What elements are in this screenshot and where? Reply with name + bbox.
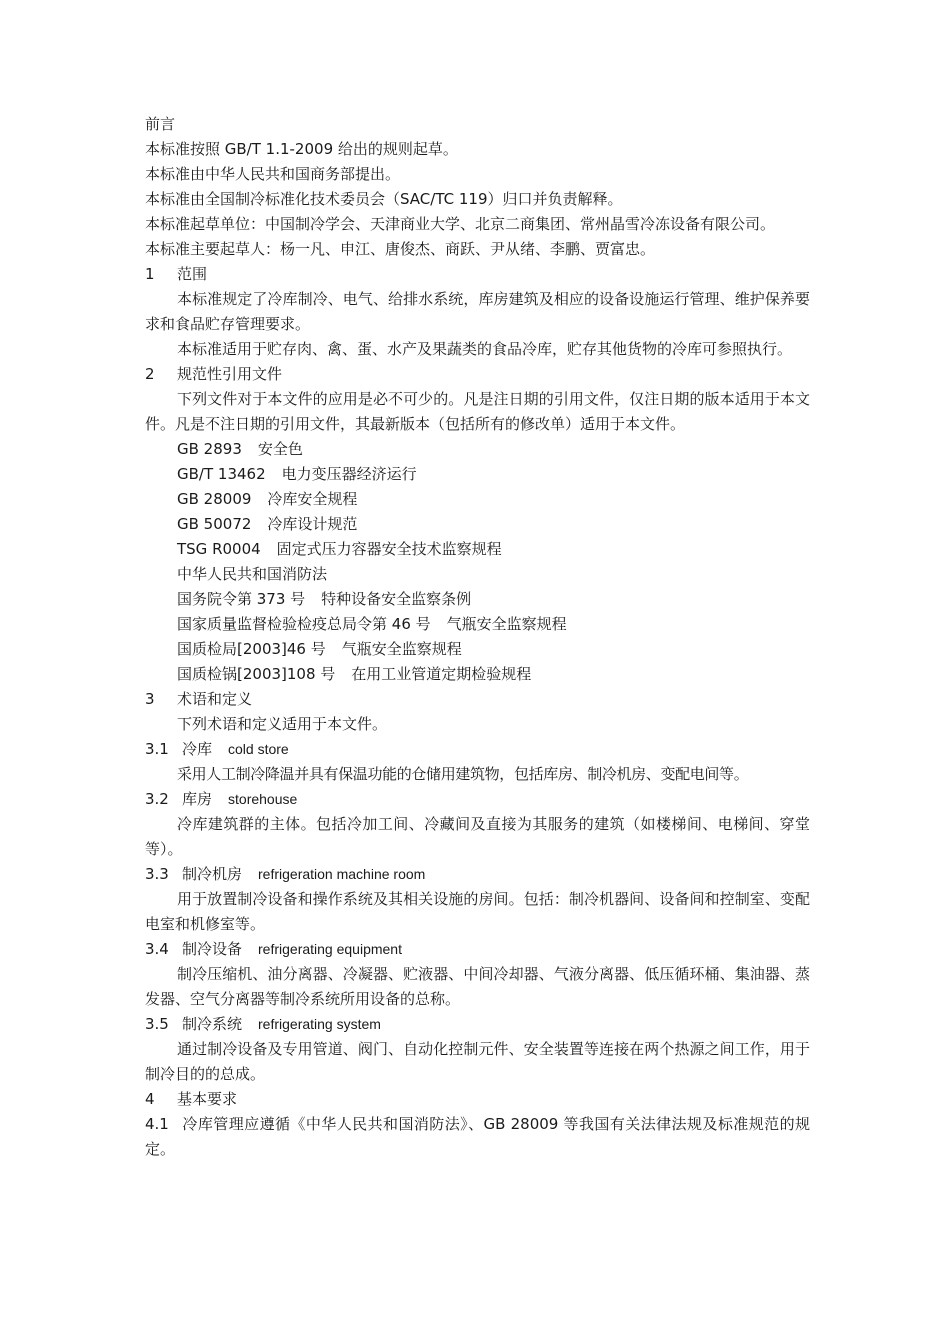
reference-item	[145, 487, 810, 512]
term-en: refrigerating system	[258, 1016, 381, 1032]
term-heading	[145, 937, 810, 962]
term-definition: 通过制冷设备及专用管道、阀门、自动化控制元件、安全装置等连接在两个热源之间工作，用于制冷目的的总成。	[145, 1040, 810, 1083]
reference-code: GB 2893	[177, 440, 242, 458]
reference-code: 国质检锅[2003]108 号	[177, 665, 336, 683]
reference-item	[145, 462, 810, 487]
clause-text: 冷库管理应遵循《中华人民共和国消防法》、GB 28009 等我国有关法律法规及标准规范的规定。	[145, 1115, 810, 1158]
term-heading	[145, 737, 810, 762]
section-title: 术语和定义	[177, 690, 253, 708]
reference-item	[145, 637, 810, 662]
reference-code: GB 28009	[177, 490, 252, 508]
clause-4-1	[145, 1112, 810, 1162]
foreword-line: 本标准起草单位：中国制冷学会、天津商业大学、北京二商集团、常州晶雪冷冻设备有限公司。	[145, 215, 776, 233]
reference-code: TSG R0004	[177, 540, 261, 558]
section-number: 3	[145, 690, 155, 708]
foreword-line: 本标准由中华人民共和国商务部提出。	[145, 165, 401, 183]
section-heading-3	[145, 687, 810, 712]
term-definition: 制冷压缩机、油分离器、冷凝器、贮液器、中间冷却器、气液分离器、低压循环桶、集油器、蒸发器、空气分离器等制冷系统所用设备的总称。	[145, 965, 810, 1008]
term-definition: 采用人工制冷降温并具有保温功能的仓储用建筑物，包括库房、制冷机房、变配电间等。	[177, 765, 749, 783]
reference-code: GB/T 13462	[177, 465, 266, 483]
reference-item	[145, 512, 810, 537]
section-heading-2	[145, 362, 810, 387]
paragraph: 本标准规定了冷库制冷、电气、给排水系统，库房建筑及相应的设备设施运行管理、维护保养要求和食品贮存管理要求。	[145, 290, 810, 333]
reference-title: 特种设备安全监察条例	[321, 590, 472, 608]
term-heading	[145, 862, 810, 887]
section-title: 范围	[177, 265, 208, 283]
reference-title: 冷库设计规范	[267, 515, 358, 533]
term-en: refrigerating equipment	[258, 941, 402, 957]
section-number: 1	[145, 265, 155, 283]
paragraph: 下列文件对于本文件的应用是必不可少的。凡是注日期的引用文件，仅注日期的版本适用于本文件。凡是不注日期的引用文件，其最新版本（包括所有的修改单）适用于本文件。	[145, 390, 810, 433]
reference-item	[145, 587, 810, 612]
term-cn: 制冷机房	[182, 865, 243, 883]
term-en: storehouse	[228, 791, 298, 807]
reference-title: 气瓶安全监察规程	[341, 640, 462, 658]
term-number: 3.1	[145, 740, 169, 758]
reference-title: 电力变压器经济运行	[281, 465, 417, 483]
foreword-line: 本标准主要起草人：杨一凡、申江、唐俊杰、商跃、尹从绪、李鹏、贾富忠。	[145, 240, 656, 258]
foreword-line: 本标准按照 GB/T 1.1-2009 给出的规则起草。	[145, 140, 458, 158]
term-number: 3.4	[145, 940, 169, 958]
term-cn: 冷库	[182, 740, 213, 758]
clause-number: 4.1	[145, 1115, 169, 1133]
foreword-line: 本标准由全国制冷标准化技术委员会（SAC/TC 119）归口并负责解释。	[145, 190, 623, 208]
term-definition: 用于放置制冷设备和操作系统及其相关设施的房间。包括：制冷机器间、设备间和控制室、变配电室和机修室等。	[145, 890, 810, 933]
term-number: 3.2	[145, 790, 169, 808]
term-definition: 冷库建筑群的主体。包括冷加工间、冷藏间及直接为其服务的建筑（如楼梯间、电梯间、穿堂等）。	[145, 815, 810, 858]
section-heading-1	[145, 262, 810, 287]
paragraph: 本标准适用于贮存肉、禽、蛋、水产及果蔬类的食品冷库，贮存其他货物的冷库可参照执行。	[177, 340, 793, 358]
term-en: cold store	[228, 741, 289, 757]
reference-item	[145, 537, 810, 562]
section-title: 基本要求	[177, 1090, 238, 1108]
reference-code: 国质检局[2003]46 号	[177, 640, 326, 658]
section-title: 规范性引用文件	[177, 365, 283, 383]
term-number: 3.5	[145, 1015, 169, 1033]
term-heading	[145, 1012, 810, 1037]
section-number: 4	[145, 1090, 155, 1108]
reference-item	[145, 612, 810, 637]
reference-item	[145, 662, 810, 687]
foreword-title: 前言	[145, 115, 176, 133]
document-page	[145, 112, 810, 1162]
reference-code: 中华人民共和国消防法	[177, 565, 328, 583]
paragraph: 下列术语和定义适用于本文件。	[177, 715, 388, 733]
reference-code: 国家质量监督检验检疫总局令第 46 号	[177, 615, 431, 633]
reference-title: 安全色	[257, 440, 303, 458]
term-cn: 制冷设备	[182, 940, 243, 958]
reference-item	[145, 562, 810, 587]
section-number: 2	[145, 365, 155, 383]
term-cn: 库房	[182, 790, 213, 808]
term-heading	[145, 787, 810, 812]
reference-title: 气瓶安全监察规程	[446, 615, 567, 633]
reference-title: 在用工业管道定期检验规程	[351, 665, 532, 683]
term-number: 3.3	[145, 865, 169, 883]
term-cn: 制冷系统	[182, 1015, 243, 1033]
section-heading-4	[145, 1087, 810, 1112]
term-en: refrigeration machine room	[258, 866, 426, 882]
reference-code: GB 50072	[177, 515, 252, 533]
reference-item	[145, 437, 810, 462]
reference-title: 冷库安全规程	[267, 490, 358, 508]
reference-title: 固定式压力容器安全技术监察规程	[276, 540, 502, 558]
reference-code: 国务院令第 373 号	[177, 590, 306, 608]
